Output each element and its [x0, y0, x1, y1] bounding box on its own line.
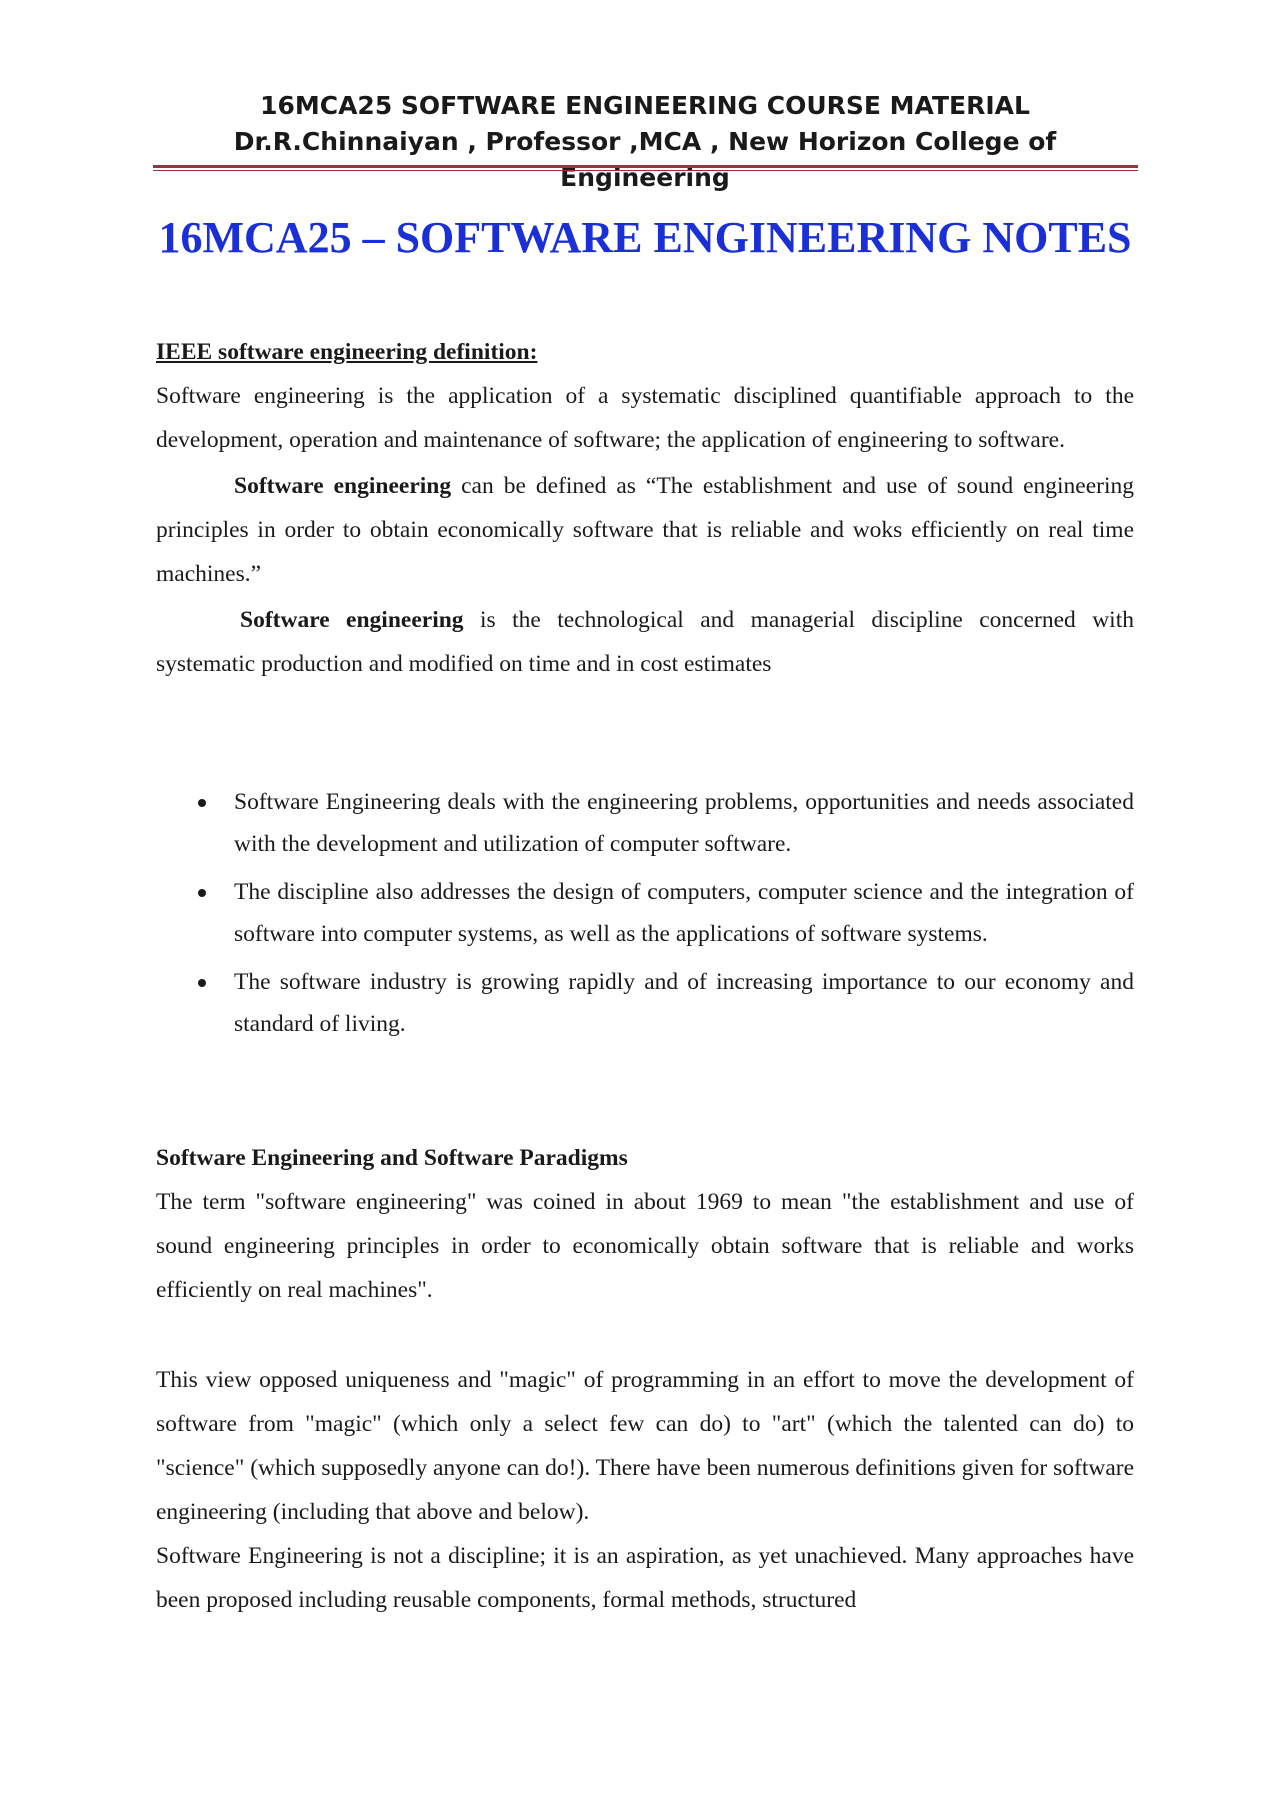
paragraph — [156, 598, 1134, 686]
paragraph: Software Engineering is not a discipline; it is an aspiration, as yet unachieved. Many approaches have been proposed including reusable components, formal methods, structured — [156, 1543, 1134, 1613]
paragraph: The term "software engineering" was coined in about 1969 to mean "the establishment and use of sound engineering principles in order to economically obtain software that is reliable and works efficiently on real machines". — [156, 1189, 1134, 1303]
header-author-line: Dr.R.Chinnaiyan , Professor ,MCA , New Horizon College of Engineering — [233, 127, 1057, 192]
section-heading: Software Engineering and Software Paradigms — [156, 1145, 628, 1171]
bullet-icon — [198, 979, 206, 987]
list-item: Software Engineering deals with the engineering problems, opportunities and needs associated with the development and utilization of computer software. — [156, 781, 1134, 865]
section-ieee-definition — [156, 330, 1134, 686]
header-course-line: 16MCA25 SOFTWARE ENGINEERING COURSE MATERIAL — [260, 91, 1030, 120]
header-divider — [153, 165, 1138, 171]
section-heading: IEEE software engineering definition: — [156, 339, 538, 365]
bullet-list-section — [156, 781, 1134, 1051]
list-item: The discipline also addresses the design of computers, computer science and the integration of software into computer systems, as well as the applications of software systems. — [156, 871, 1134, 955]
bullet-list — [156, 781, 1134, 1045]
paragraph-text: is the technological and managerial discipline concerned with systematic production and modified on time and in cost estimates — [156, 607, 1134, 677]
bold-term: Software engineering — [234, 473, 452, 499]
section-paradigms — [156, 1136, 1134, 1622]
bullet-icon — [198, 799, 206, 807]
paragraph: Software engineering is the application of a systematic disciplined quantifiable approach to the development, operation and maintenance of software; the application of engineering to software. — [156, 383, 1134, 453]
page-header — [153, 88, 1137, 196]
paragraph — [156, 464, 1134, 596]
paragraph: This view opposed uniqueness and "magic" of programming in an effort to move the development of software from "magic" (which only a select few can do) to "art" (which the talented can do) to "science" (which supposedly anyone can do!). There have been numerous definitions given for software engineering (including that above and below). — [156, 1367, 1135, 1525]
bold-term: Software engineering — [240, 607, 464, 633]
list-item: The software industry is growing rapidly and of increasing importance to our economy and standard of living. — [156, 961, 1134, 1045]
document-title: 16MCA25 – SOFTWARE ENGINEERING NOTES — [158, 213, 1132, 262]
paragraph-text: can be defined as “The establishment and use of sound engineering principles in order to obtain economically software that is reliable and woks efficiently on real time machines.” — [156, 473, 1134, 587]
bullet-icon — [198, 889, 206, 897]
